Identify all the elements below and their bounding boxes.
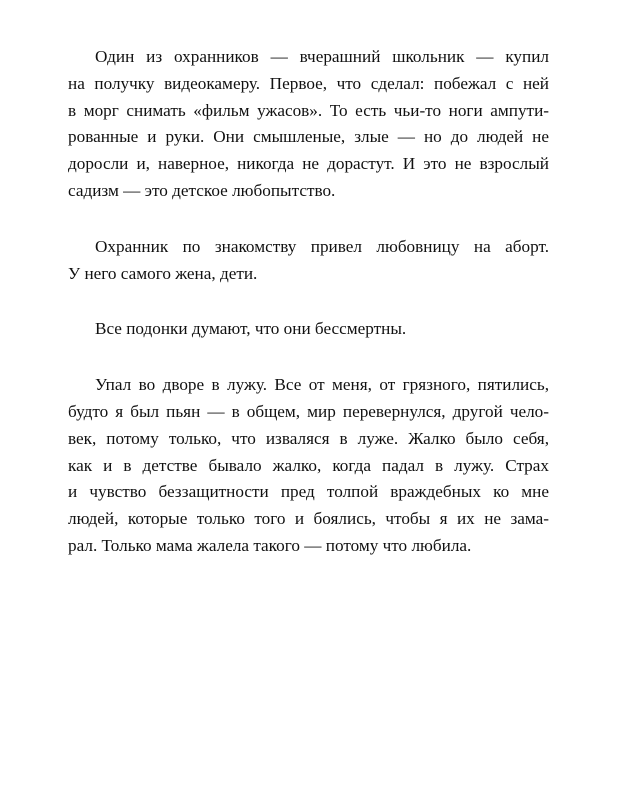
paragraph-line: рал. Только мама жалела такого — потому что любила. [68,535,472,555]
paragraph-4 [68,372,549,560]
paragraph-line: Охранник по знакомству привел любовницу на аборт. [95,236,549,256]
paragraph-line: садизм — это детское любопытство. [68,180,336,200]
paragraph-line: век, потому только, что изваляся в луже. Жалко было себя, [68,428,549,448]
paragraph-line: Все подонки думают, что они бессмертны. [95,319,407,339]
document-page [68,44,549,589]
paragraph-2 [68,234,549,288]
paragraph-line: как и в детстве бывало жалко, когда падал в лужу. Страх [68,455,549,475]
paragraph-line: У него самого жена, дети. [68,263,258,283]
paragraph-line: на получку видеокамеру. Первое, что сделал: побежал с ней [68,73,549,93]
paragraph-line: и чувство беззащитности пред толпой враждебных ко мне [68,482,549,502]
paragraph-line: Один из охранников — вчерашний школьник — купил [95,47,549,66]
paragraph-line: Упал во дворе в лужу. Все от меня, от грязного, пятились, [95,375,549,395]
paragraph-line: рованные и руки. Они смышленые, злые — но до людей не [68,127,549,147]
paragraph-3 [68,316,549,343]
paragraph-line: в морг снимать «фильм ужасов». То есть чьи-то ноги ампути- [68,100,549,120]
paragraph-1 [68,44,549,205]
paragraph-line: доросли и, наверное, никогда не дорастут. И это не взрослый [68,154,549,174]
paragraph-line: будто я был пьян — в общем, мир перевернулся, другой чело- [68,401,549,421]
paragraph-line: людей, которые только того и боялись, чтобы я их не зама- [68,509,549,529]
